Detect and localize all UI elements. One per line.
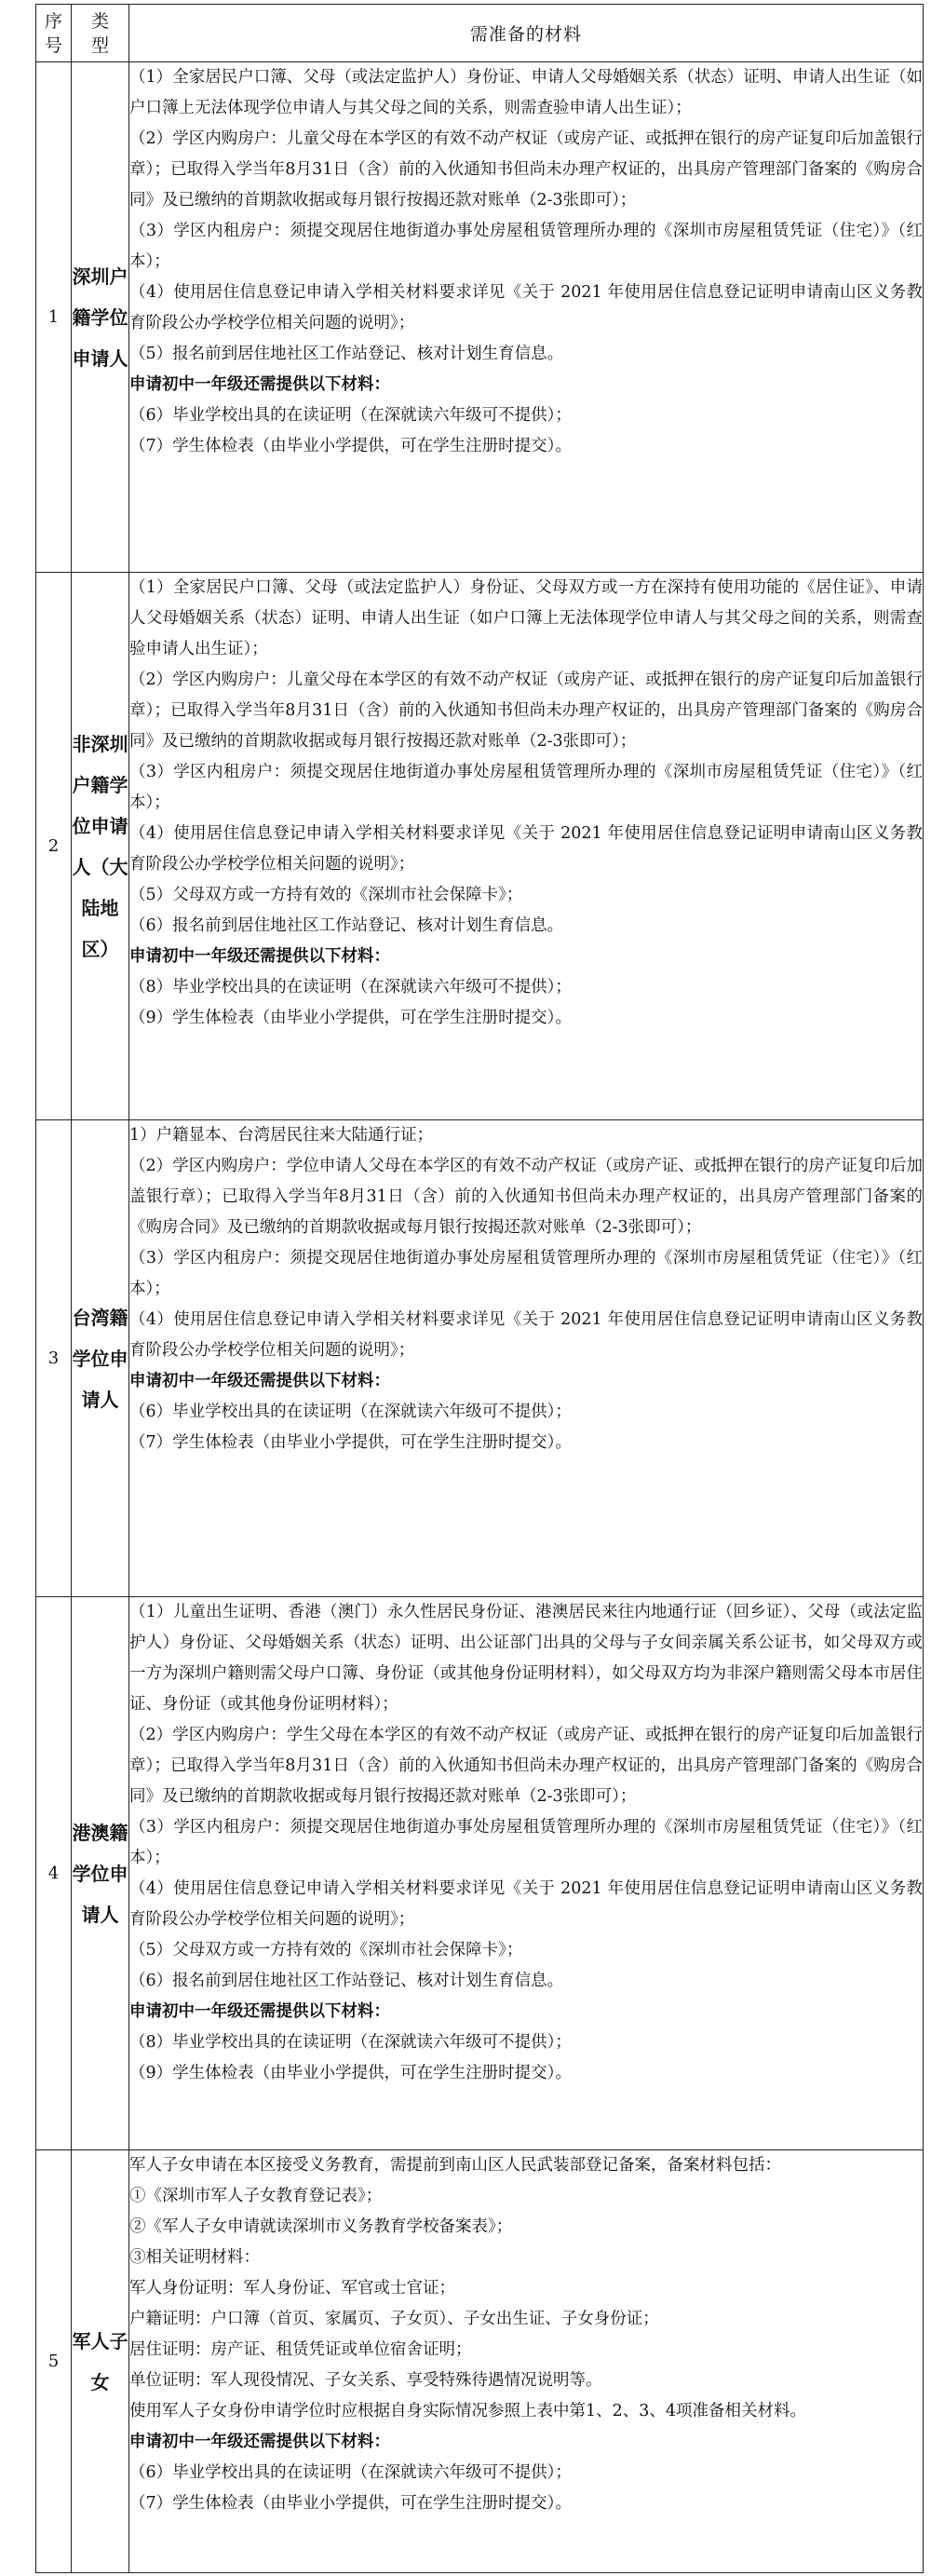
table-row (36, 62, 924, 573)
header-materials: 需准备的材料 (129, 5, 924, 62)
row-number: 3 (36, 1120, 72, 1597)
row-number: 1 (36, 62, 72, 573)
row-type: 深圳户籍学位申请人 (72, 62, 129, 573)
material-item: （5）父母双方或一方持有效的《深圳市社会保障卡》； (129, 1941, 523, 1959)
material-item: （6）报名前到居住地社区工作站登记、核对计划生育信息。 (129, 1972, 564, 1990)
material-item: 户籍证明：户口簿（首页、家属页、子女页）、子女出生证、子女身份证； (129, 2310, 659, 2328)
material-item: （3）学区内租房户：须提交现居住地街道办事处房屋租赁管理所办理的《深圳市房屋租赁凭证（住宅）》（红本）； (129, 222, 923, 271)
row-materials (129, 573, 924, 1120)
row-materials (129, 1120, 924, 1597)
row-type: 台湾籍学位申请人 (72, 1120, 129, 1597)
material-item: （8）毕业学校出具的在读证明（在深就读六年级可不提供）； (129, 978, 572, 997)
material-item: （5）父母双方或一方持有效的《深圳市社会保障卡》； (129, 886, 523, 904)
row-materials (129, 62, 924, 573)
table-header-row (36, 5, 924, 62)
material-item: 单位证明：军人现役情况、子女关系、享受特殊待遇情况说明等。 (129, 2371, 602, 2390)
material-item: （8）毕业学校出具的在读证明（在深就读六年级可不提供）； (129, 2033, 572, 2052)
material-item: （6）毕业学校出具的在读证明（在深就读六年级可不提供）； (129, 1403, 572, 1421)
material-item: （2）学区内购房户：儿童父母在本学区的有效不动产权证（或房产证、或抵押在银行的房产证复印后加盖银行章）；已取得入学当年8月31日（含）前的入伙通知书但尚未办理产权证的，出具房产管理部门备案的《购房合同》及已缴纳的首期款收据或每月银行按揭还款对账单（2-3张即可）； (129, 671, 923, 751)
material-item: （4）使用居住信息登记申请入学相关材料要求详见《关于 2021 年使用居住信息登记证明申请南山区义务教育阶段公办学校学位相关问题的说明》； (129, 283, 923, 332)
table-row (36, 2150, 924, 2573)
table-row (36, 1597, 924, 2150)
material-item: （3）学区内租房户：须提交现居住地街道办事处房屋租赁管理所办理的《深圳市房屋租赁凭证（住宅）》（红本）； (129, 763, 923, 812)
material-item: （6）毕业学校出具的在读证明（在深就读六年级可不提供）； (129, 406, 572, 425)
row-number: 4 (36, 1597, 72, 2150)
table-row (36, 573, 924, 1120)
material-item: 军人子女申请在本区接受义务教育，需提前到南山区人民武装部登记备案，备案材料包括： (129, 2156, 781, 2175)
material-item: 1）户籍显本、台湾居民往来大陆通行证； (129, 1126, 434, 1145)
material-section-heading: 申请初中一年级还需提供以下材料： (129, 375, 390, 394)
material-item: ③相关证明材料： (129, 2248, 260, 2267)
material-item: 居住证明：房产证、租赁凭证或单位宿舍证明； (129, 2340, 472, 2359)
material-section-heading: 申请初中一年级还需提供以下材料： (129, 2433, 390, 2451)
header-type-bottom: 型 (90, 34, 109, 56)
row-type: 非深圳户籍学位申请人（大陆地区） (72, 573, 129, 1120)
material-item: （6）毕业学校出具的在读证明（在深就读六年级可不提供）； (129, 2463, 572, 2482)
material-item: （9）学生体检表（由毕业小学提供，可在学生注册时提交）。 (129, 2064, 572, 2082)
header-number (36, 5, 72, 62)
material-item: 军人身份证明：军人身份证、军官或士官证； (129, 2279, 455, 2298)
material-section-heading: 申请初中一年级还需提供以下材料： (129, 1372, 390, 1390)
material-item: （7）学生体检表（由毕业小学提供，可在学生注册时提交）。 (129, 2494, 572, 2513)
material-section-heading: 申请初中一年级还需提供以下材料： (129, 947, 390, 966)
material-item: （2）学区内购房户：学位申请人父母在本学区的有效不动产权证（或房产证、或抵押在银行的房产证复印后加盖银行章）；已取得入学当年8月31日（含）前的入伙通知书但尚未办理产权证的，出具房产管理部门备案的《购房合同》及已缴纳的首期款收据或每月银行按揭还款对账单（2-3张即可）； (129, 1157, 923, 1237)
row-type: 港澳籍学位申请人 (72, 1597, 129, 2150)
row-number: 5 (36, 2150, 72, 2573)
header-type-top: 类 (90, 10, 109, 32)
requirements-table (35, 4, 924, 2573)
header-number-bottom: 号 (44, 34, 62, 56)
material-item: （2）学区内购房户：学生父母在本学区的有效不动产权证（或房产证、或抵押在银行的房产证复印后加盖银行章）；已取得入学当年8月31日（含）前的入伙通知书但尚未办理产权证的，出具房产管理部门备案的《购房合同》及已缴纳的首期款收据或每月银行按揭还款对账单（2-3张即可）； (129, 1726, 923, 1806)
material-item: （3）学区内租房户：须提交现居住地街道办事处房屋租赁管理所办理的《深圳市房屋租赁凭证（住宅）》（红本）； (129, 1818, 923, 1867)
material-item: （2）学区内购房户：儿童父母在本学区的有效不动产权证（或房产证、或抵押在银行的房产证复印后加盖银行章）；已取得入学当年8月31日（含）前的入伙通知书但尚未办理产权证的，出具房产管理部门备案的《购房合同》及已缴纳的首期款收据或每月银行按揭还款对账单（2-3张即可）； (129, 129, 923, 210)
material-item: （7）学生体检表（由毕业小学提供，可在学生注册时提交）。 (129, 437, 572, 455)
material-item: （7）学生体检表（由毕业小学提供，可在学生注册时提交）。 (129, 1433, 572, 1452)
material-item: （4）使用居住信息登记申请入学相关材料要求详见《关于 2021 年使用居住信息登记证明申请南山区义务教育阶段公办学校学位相关问题的说明》； (129, 1879, 923, 1929)
material-item: （9）学生体检表（由毕业小学提供，可在学生注册时提交）。 (129, 1009, 572, 1027)
row-type: 军人子女 (72, 2150, 129, 2573)
material-item: （6）报名前到居住地社区工作站登记、核对计划生育信息。 (129, 916, 564, 935)
material-item: 使用军人子女身份申请学位时应根据自身实际情况参照上表中第1、2、3、4项准备相关材料。 (129, 2402, 807, 2420)
material-item: （5）报名前到居住地社区工作站登记、核对计划生育信息。 (129, 345, 564, 363)
header-type (72, 5, 129, 62)
row-materials (129, 1597, 924, 2150)
row-number: 2 (36, 573, 72, 1120)
material-item: （3）学区内租房户：须提交现居住地街道办事处房屋租赁管理所办理的《深圳市房屋租赁凭证（住宅）》（红本）； (129, 1249, 923, 1298)
material-item: （4）使用居住信息登记申请入学相关材料要求详见《关于 2021 年使用居住信息登记证明申请南山区义务教育阶段公办学校学位相关问题的说明》； (129, 1310, 923, 1360)
material-item: （4）使用居住信息登记申请入学相关材料要求详见《关于 2021 年使用居住信息登记证明申请南山区义务教育阶段公办学校学位相关问题的说明》； (129, 824, 923, 874)
material-item: ②《军人子女申请就读深圳市义务教育学校备案表》； (129, 2217, 513, 2236)
material-item: （1）全家居民户口簿、父母（或法定监护人）身份证、父母双方或一方在深持有使用功能的《居住证》、申请人父母婚姻关系（状态）证明、申请人出生证（如户口簿上无法体现学位申请人与其父母之间的关系，则需查验申请人出生证）； (129, 578, 923, 658)
material-item: ①《深圳市军人子女教育登记表》； (129, 2187, 383, 2205)
table-row (36, 1120, 924, 1597)
material-section-heading: 申请初中一年级还需提供以下材料： (129, 2002, 390, 2021)
material-item: （1）全家居民户口簿、父母（或法定监护人）身份证、申请人父母婚姻关系（状态）证明、申请人出生证（如户口簿上无法体现学位申请人与其父母之间的关系，则需查验申请人出生证）； (129, 68, 923, 117)
header-number-top: 序 (44, 10, 62, 32)
material-item: （1）儿童出生证明、香港（澳门）永久性居民身份证、港澳居民来往内地通行证（回乡证）、父母（或法定监护人）身份证、父母婚姻关系（状态）证明、出公证部门出具的父母与子女间亲属关系公证书，如父母双方或一方为深圳户籍则需父母户口簿、身份证（或其他身份证明材料），如父母双方均为非深户籍则需父母本市居住证、身份证（或其他身份证明材料）； (129, 1603, 923, 1714)
row-materials (129, 2150, 924, 2573)
